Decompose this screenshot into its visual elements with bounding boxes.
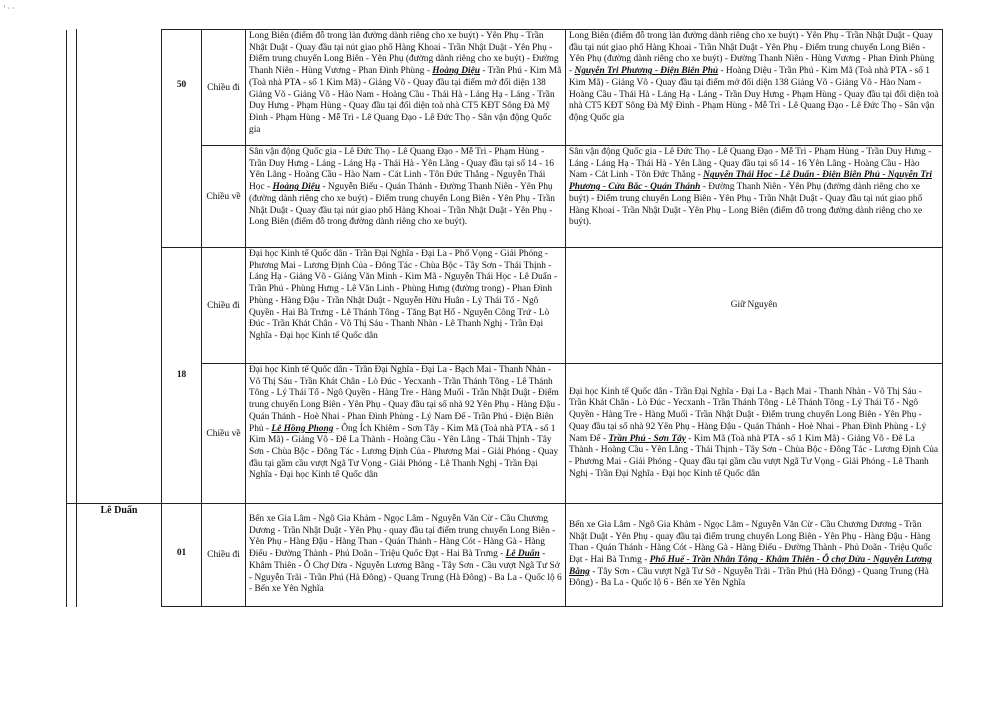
old-route-text: Sân vận động Quốc gia - Lê Đức Thọ - Lê Quang Đạo - Mễ Trì - Phạm Hùng - Trần Duy Hưng - Láng - Láng Hạ - Thái Hà - Yên Lãng - Quay đầu tại số 14 - 16 Yên Lãng - Hoàng Cầu - Hào Nam - Cát Linh - Tôn Đức Thắng - Nguyễn Thái Học - Hoàng Diệu - Nguyễn Biểu - Quán Thánh - Đường Thanh Niên - Yên Phụ (đường dành riêng cho xe buýt) - Điểm trung chuyển Long Biên - Yên Phụ - Trần Nhật Duật - Quay đầu tại nút giao phố Hàng Khoai - Trần Nhật Duật - Yên Phụ - Long Biên (điểm đỗ trong đường dành riêng cho xe buýt). bbox=[246, 146, 566, 248]
direction-label: Chiều đi bbox=[202, 30, 246, 146]
old-route-text: Long Biên (điểm đỗ trong làn đường dành riêng cho xe buýt) - Yên Phụ - Trần Nhật Duật - Quay đầu tại nút giao phố Hàng Khoai - Trần Nhật Duật - Yên Phụ - Điểm trung chuyển Long Biên - Yên Phụ (đường dành riêng cho xe buýt) - Đường Thanh Niên - Hùng Vương - Phan Đình Phùng - Hoàng Diệu - Trần Phú - Kim Mã (Toà nhà PTA - số 1 Kim Mã) - Giảng Võ - Quay đầu tại điểm mở đối diện 138 Giảng Võ - Giảng Võ - Hào Nam - Hoàng Cầu - Thái Hà - Láng Hạ - Láng - Trần Duy Hưng - Phạm Hùng - Quay đầu tại đối diện toà nhà CT5 KĐT Sông Đà Mỹ Đình - Phạm Hùng - Mễ Trì - Lê Quang Đạo - Lê Đức Thọ - Sân vận động Quốc gia bbox=[246, 30, 566, 146]
table-row bbox=[67, 30, 943, 146]
new-route-text: Bến xe Gia Lâm - Ngô Gia Khảm - Ngọc Lâm - Nguyễn Văn Cừ - Cầu Chương Dương - Trần Nhật Duật - Yên Phụ - quay đầu tại điểm trung chuyển Long Biên - Yên Phụ - Hàng Đậu - Hàng Than - Quán Thánh - Hàng Cót - Hàng Gà - Hàng Điếu - Đường Thành - Phủ Doãn - Triệu Quốc Đạt - Hai Bà Trưng - Phố Huế - Trần Nhân Tông - Khâm Thiên - Ô chợ Dừa - Nguyễn Lương Bằng - Tây Sơn - Cầu vượt Ngã Tư Sở - Nguyễn Trãi - Trần Phú (Hà Đông) - Quang Trung (Hà Đông) - Ba La - Quốc lộ 6 - Bến xe Yên Nghĩa bbox=[566, 504, 943, 607]
table-row bbox=[67, 504, 943, 607]
old-route-text: Đại học Kinh tế Quốc dân - Trần Đại Nghĩa - Đại La - Bạch Mai - Thanh Nhàn - Võ Thị Sáu - Trần Khát Chân - Lò Đúc - Yecxanh - Trần Thánh Tông - Lê Thánh Tông - Lý Thái Tổ - Ngô Quyền - Hàng Tre - Hàng Muối - Trần Nhật Duật - Điểm trung chuyển Long Biên - Yên Phụ - Quay đầu tại số nhà 92 Yên Phụ - Hàng Đậu - Quán Thánh - Hoè Nhai - Phan Đình Phùng - Lý Nam Đế - Trần Phú - Điện Biên Phủ - Lê Hồng Phong - Ông Ích Khiêm - Sơn Tây - Kim Mã (Toà nhà PTA - số 1 Kim Mã) - Giảng Võ - Đê La Thành - Hoàng Cầu - Yên Lãng - Thái Thịnh - Tây Sơn - Chùa Bộc - Đông Tác - Lương Định Của - Phương Mai - Giải Phóng - Quay đầu tại gầm cầu vượt Ngã Tư Vọng - Giải Phóng - Lê Thanh Nghị - Trần Đại Nghĩa - Đại học Kinh tế Quốc dân bbox=[246, 364, 566, 504]
new-route-text: Sân vận động Quốc gia - Lê Đức Thọ - Lê Quang Đạo - Mễ Trì - Phạm Hùng - Trần Duy Hưng - Láng - Láng Hạ - Thái Hà - Yên Lãng - Quay đầu tại số 14 - 16 Yên Lãng - Hoàng Cầu - Hào Nam - Cát Linh - Tôn Đức Thắng - Nguyễn Thái Học - Lê Duẩn - Điện Biên Phủ - Nguyễn Tri Phương - Cửa Bắc - Quán Thánh - Đường Thanh Niên - Yên Phụ (đường dành riêng cho xe buýt) - Điểm trung chuyển Long Biên - Yên Phụ - Trần Nhật Duật - Quay đầu tại nút giao phố Hàng Khoai - Trần Nhật Duật - Yên Phụ - Long Biên (điểm đỗ trong đường dành riêng cho xe buýt). bbox=[566, 146, 943, 248]
old-route-text: Đại học Kinh tế Quốc dân - Trần Đại Nghĩa - Đại La - Phố Vọng - Giải Phóng - Phương Mai - Lương Định Của - Đông Tác - Chùa Bộc - Tây Sơn - Thái Thịnh - Láng Hạ - Giảng Võ - Giảng Văn Minh - Kim Mã - Nguyễn Thái Học - Lê Duẩn - Trần Phú - Phùng Hưng - Lê Văn Linh - Phùng Hưng (đường trong) - Phan Đình Phùng - Hàng Đậu - Trần Nhật Duật - Nguyễn Hữu Huân - Lý Thái Tổ - Ngô Quyền - Hai Bà Trưng - Lê Thánh Tông - Tăng Bạt Hổ - Nguyễn Công Trứ - Lò Đúc - Trần Khát Chân - Võ Thị Sáu - Thanh Nhàn - Lê Thanh Nghị - Trần Đại Nghĩa - Đại học Kinh tế Quốc dân bbox=[246, 248, 566, 364]
table-row bbox=[67, 248, 943, 364]
old-route-text: Bến xe Gia Lâm - Ngô Gia Khảm - Ngọc Lâm - Nguyễn Văn Cừ - Cầu Chương Dương - Trần Nhật Duật - Yên Phụ - quay đầu tại điểm trung chuyển Long Biên - Yên Phụ - Hàng Đậu - Hàng Than - Quán Thánh - Hàng Cót - Hàng Gà - Hàng Điếu - Đường Thành - Phủ Doãn - Triệu Quốc Đạt - Hai Bà Trưng - Lê Duẩn - Khâm Thiên - Ô Chợ Dừa - Nguyễn Lương Bằng - Tây Sơn - Cầu vượt Ngã Tư Sở - Nguyễn Trãi - Trần Phú (Hà Đông) - Quang Trung (Hà Đông) - Ba La - Quốc lộ 6 - Bến xe Yên Nghĩa bbox=[246, 504, 566, 607]
street-name: Lê Duẩn bbox=[77, 504, 162, 607]
direction-label: Chiều về bbox=[202, 146, 246, 248]
new-route-text: Long Biên (điểm đỗ trong làn đường dành riêng cho xe buýt) - Yên Phụ - Trần Nhật Duật - Quay đầu tại nút giao phố Hàng Khoai - Trần Nhật Duật - Yên Phụ - Điểm trung chuyển Long Biên - Yên Phụ (đường dành riêng cho xe buýt) - Đường Thanh Niên - Hùng Vương - Phan Đình Phùng - Nguyễn Tri Phương - Điện Biên Phủ - Hoàng Diệu - Trần Phú - Kim Mã (Toà nhà PTA - số 1 Kim Mã) - Giảng Võ - Quay đầu tại điểm mở đối diện 138 Giảng Võ - Giảng Võ - Hào Nam - Hoàng Cầu - Thái Hà - Láng Hạ - Láng - Trần Duy Hưng - Phạm Hùng - Quay đầu tại đối diện toà nhà CT5 KĐT Sông Đà Mỹ Đình - Phạm Hùng - Mễ Trì - Lê Quang Đạo - Lê Đức Thọ - Sân vận động Quốc gia bbox=[566, 30, 943, 146]
blank-cell bbox=[67, 30, 77, 504]
street-cell bbox=[77, 30, 162, 504]
direction-label: Chiều về bbox=[202, 364, 246, 504]
route-number: 50 bbox=[162, 30, 202, 146]
route-number-continued bbox=[162, 146, 202, 248]
unchanged-note: Giữ Nguyên bbox=[566, 248, 943, 364]
direction-label: Chiều đi bbox=[202, 504, 246, 607]
table-row bbox=[67, 146, 943, 248]
new-route-text: Đại học Kinh tế Quốc dân - Trần Đại Nghĩa - Đại La - Bạch Mai - Thanh Nhàn - Võ Thị Sáu - Trần Khát Chân - Lò Đúc - Yecxanh - Trần Thánh Tông - Lê Thánh Tông - Lý Thái Tổ - Ngô Quyền - Hàng Tre - Hàng Muối - Trần Nhật Duật - Điểm trung chuyển Long Biên - Yên Phụ - Quay đầu tại số nhà 92 Yên Phụ - Hàng Đậu - Quán Thánh - Hoè Nhai - Phan Đình Phùng - Lý Nam Đế - Trần Phú - Sơn Tây - Kim Mã (Toà nhà PTA - số 1 Kim Mã) - Giảng Võ - Đê La Thành - Hoàng Cầu - Yên Lãng - Thái Thịnh - Tây Sơn - Chùa Bộc - Đông Tác - Lương Định Của - Phương Mai - Giải Phóng - Quay đầu tại gầm cầu vượt Ngã Tư Vọng - Giải Phóng - Lê Thanh Nghị - Trần Đại Nghĩa - Đại học Kinh tế Quốc dân bbox=[566, 364, 943, 504]
corner-mark: ' · · bbox=[4, 4, 15, 13]
route-number: 01 bbox=[162, 504, 202, 607]
route-change-table bbox=[66, 29, 943, 607]
blank-cell bbox=[67, 504, 77, 607]
direction-label: Chiều đi bbox=[202, 248, 246, 364]
route-number: 18 bbox=[162, 248, 202, 504]
